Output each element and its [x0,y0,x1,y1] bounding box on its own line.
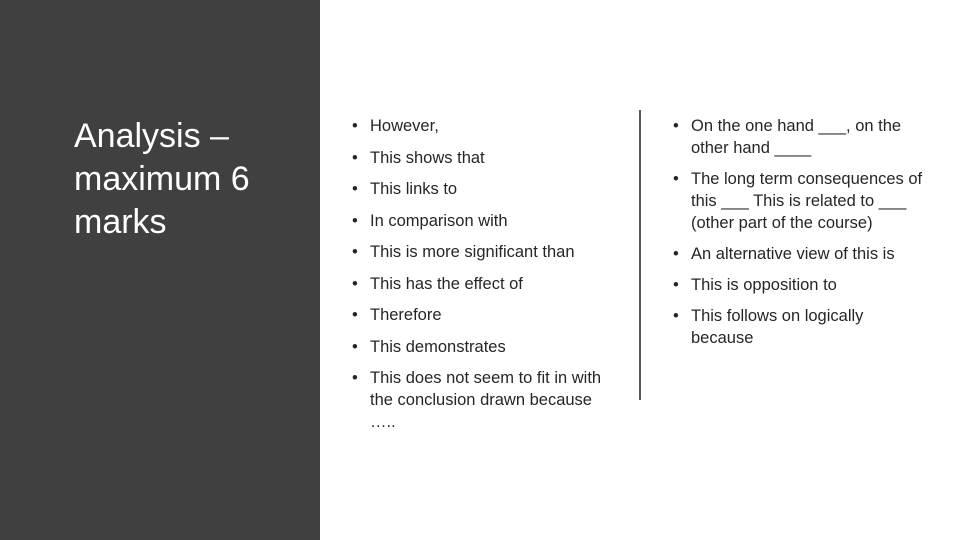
bullet-icon: • [673,307,679,325]
list-item [352,241,612,263]
bullet-icon: • [673,276,679,294]
bullet-icon: • [352,243,358,261]
bullet-icon: • [352,211,358,230]
list-item-text: This is more significant than [370,243,575,261]
list-item [352,178,612,200]
list-item [673,115,923,159]
list-item [352,147,612,169]
list-item-text: In comparison with [370,211,508,230]
title-sidebar [0,0,320,540]
list-item [352,336,612,358]
list-item [673,243,923,265]
list-item [352,115,612,137]
list-item-text: This has the effect of [370,274,523,293]
list-item-text: An alternative view of this is [691,245,895,263]
right-phrase-list [673,115,923,358]
list-item-text: On the one hand ___, on the other hand ____ [691,117,902,157]
list-item [673,274,923,296]
list-item-text: This follows on logically because [691,307,864,347]
bullet-icon: • [352,148,358,167]
bullet-icon: • [673,170,679,188]
slide-title: Analysis – maximum 6 marks [74,117,250,241]
list-item-text: Therefore [370,306,442,324]
list-item [673,168,923,234]
list-item-text: This demonstrates [370,337,506,356]
bullet-icon: • [673,117,679,135]
bullet-icon: • [673,245,679,263]
list-item [352,304,612,326]
list-item-text: However, [370,117,439,135]
list-item-text: The long term consequences of this ___ This is related to ___ (other part of the course) [691,170,923,232]
list-item [352,210,612,232]
list-item-text: This shows that [370,148,485,167]
bullet-icon: • [352,337,358,356]
list-item-text: This links to [370,180,458,198]
list-item [352,367,612,433]
list-item [673,305,923,349]
bullet-icon: • [352,180,358,198]
bullet-icon: • [352,117,358,135]
list-item-text: This is opposition to [691,276,837,294]
left-phrase-list [352,115,612,443]
bullet-icon: • [352,369,358,387]
bullet-icon: • [352,306,358,324]
list-item [352,273,612,295]
bullet-icon: • [352,274,358,293]
list-item-text: This does not seem to fit in with the conclusion drawn because ….. [370,369,602,431]
column-divider [639,110,641,400]
